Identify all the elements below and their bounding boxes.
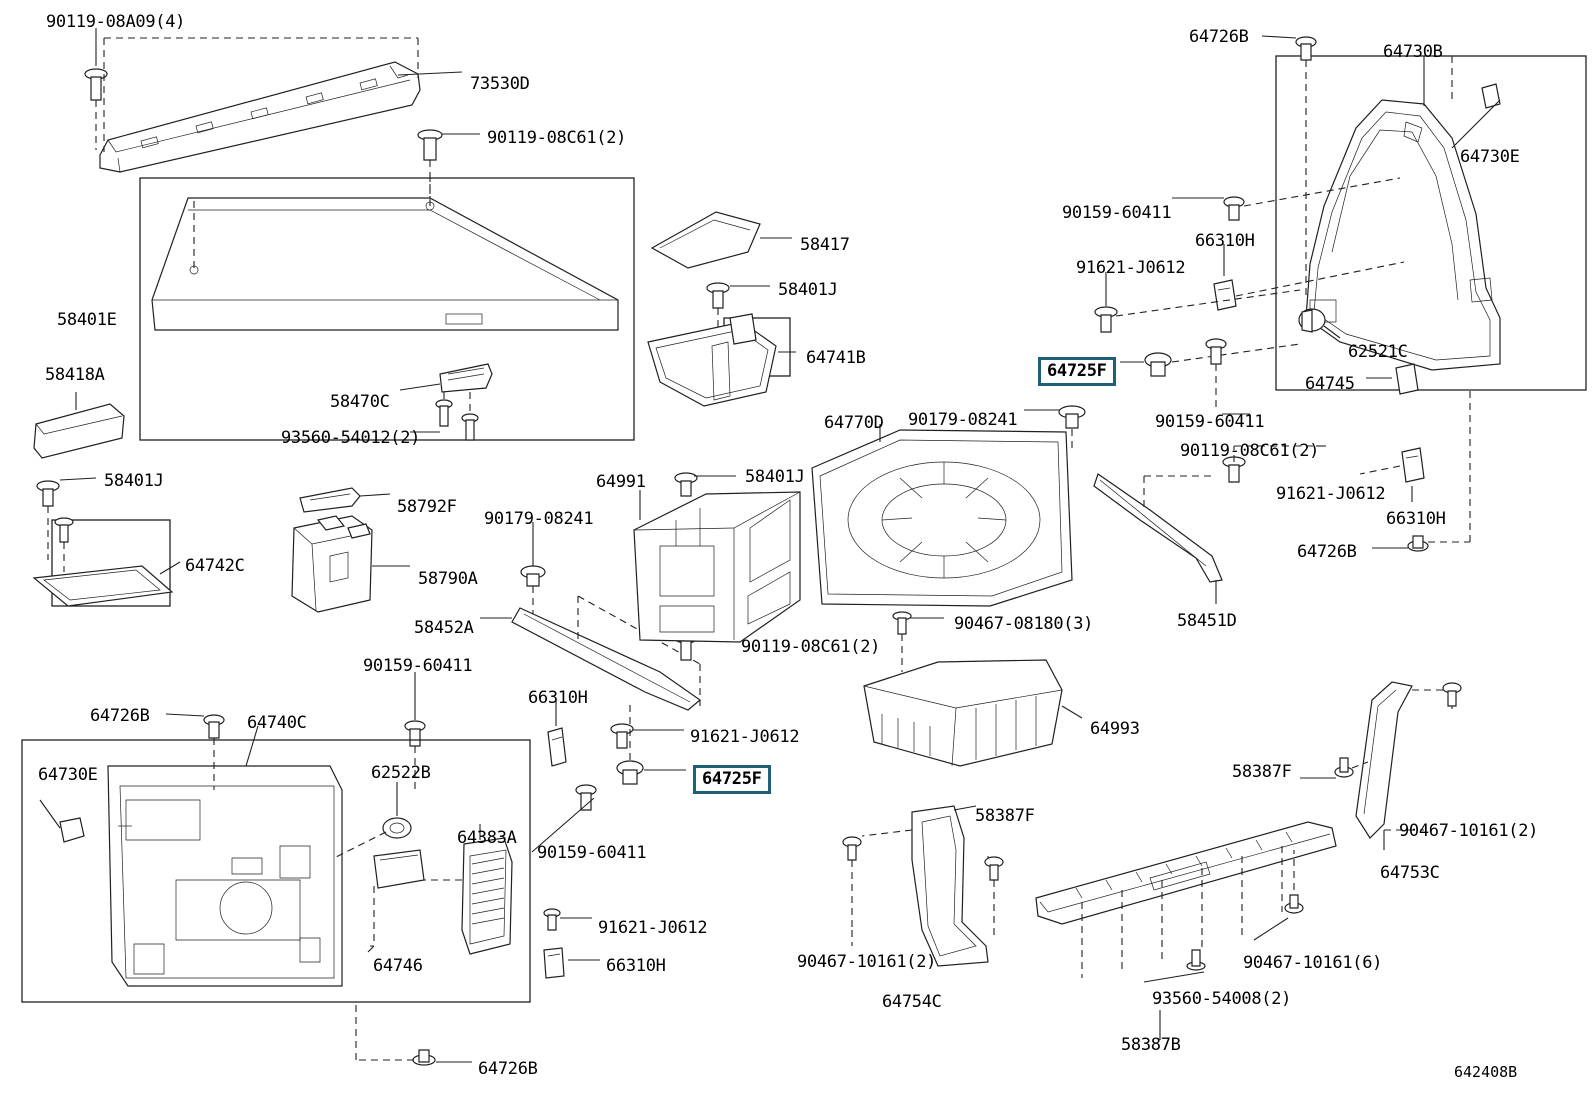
fastener-64726B-top-right (1262, 36, 1316, 300)
part-label: 58470C (330, 392, 390, 412)
part-label: 91621-J0612 (1076, 258, 1186, 278)
part-label: 58401J (778, 280, 838, 300)
part-label: 58401E (57, 310, 117, 330)
part-label: 58387B (1121, 1035, 1181, 1055)
part-label: 64754C (882, 992, 942, 1012)
part-label: 90159-60411 (537, 843, 647, 863)
part-label: 90467-10161(2) (797, 952, 937, 972)
part-64754C-pillar (862, 806, 988, 966)
part-label: 93560-54012(2) (281, 428, 421, 448)
part-label: 64753C (1380, 863, 1440, 883)
part-label: 58401J (745, 467, 805, 487)
fastener-58387F-right (1300, 758, 1368, 778)
part-label: 64742C (185, 556, 245, 576)
part-label: 90467-10161(6) (1243, 953, 1383, 973)
part-label: 58792F (397, 497, 457, 517)
part-label: 90179-08241 (484, 509, 594, 529)
fastener-90467-10161-pillar (1443, 683, 1461, 706)
part-64730B-wheelhouse-trim (1306, 56, 1500, 370)
part-64746-lid (368, 850, 424, 952)
part-64991-toolbox (634, 490, 800, 642)
part-label: 90119-08C61(2) (741, 637, 881, 657)
part-label: 66310H (1195, 231, 1255, 251)
part-label: 64740C (247, 713, 307, 733)
part-label: 64770D (824, 413, 884, 433)
part-64740C-back-panel (108, 726, 342, 986)
part-label: 64745 (1305, 374, 1355, 394)
fastener-90159-60411-r2 (1206, 339, 1250, 414)
fastener-90119-08C61-top (418, 130, 480, 205)
fastener-90467-10161-a (843, 837, 861, 946)
part-label: 64991 (596, 472, 646, 492)
part-label: 64383A (457, 828, 517, 848)
part-58790A-jack-holder (292, 516, 410, 612)
fastener-91621-J0612-rt (1095, 272, 1300, 332)
part-label: 90467-10161(2) (1399, 821, 1539, 841)
part-66310H-lower (544, 948, 600, 978)
fastener-90179-08241-right (1024, 406, 1085, 428)
part-58451D-strap (1094, 474, 1222, 604)
part-label: 64746 (373, 956, 423, 976)
part-label: 64726B (478, 1059, 538, 1079)
part-label: 58451D (1177, 611, 1237, 631)
part-label: 90159-60411 (1062, 203, 1172, 223)
part-label: 58417 (800, 235, 850, 255)
part-62522B-grommet (334, 782, 411, 858)
sheet-code: 642408B (1454, 1063, 1518, 1081)
part-label: 93560-54008(2) (1152, 989, 1292, 1009)
part-label: 58790A (418, 569, 478, 589)
fastener-64726B-bottom (356, 1002, 472, 1065)
part-label: 90467-08180(3) (954, 614, 1094, 634)
part-label: 64726B (1297, 542, 1357, 562)
part-label: 90179-08241 (908, 410, 1018, 430)
part-label: 58387F (975, 806, 1035, 826)
part-label: 64726B (1189, 27, 1249, 47)
fastener-93560-54012 (410, 392, 478, 440)
part-label: 90119-08C61(2) (487, 128, 627, 148)
part-label: 73530D (470, 74, 530, 94)
part-58401E-tonneau (152, 178, 618, 330)
fastener-64742C-clip (55, 518, 73, 572)
part-64993-box (864, 660, 1082, 766)
part-66310H-left (548, 700, 566, 766)
fastener-93560-54008 (1144, 950, 1205, 982)
part-64770D-floor (812, 418, 1072, 606)
part-label: 91621-J0612 (1276, 484, 1386, 504)
part-64730E-lower (40, 800, 84, 842)
fastener-90467-10161-b (985, 857, 1003, 938)
fastener-91621-J0612-mid (611, 724, 684, 748)
part-label: 90119-08A09(4) (46, 12, 186, 32)
part-label: 58452A (414, 618, 474, 638)
fastener-58401J-64991 (675, 473, 736, 496)
part-label: 58401J (104, 471, 164, 491)
part-label: 64741B (806, 348, 866, 368)
part-58470C-handle (400, 364, 492, 392)
fastener-90159-60411-lower (532, 785, 596, 852)
part-label: 66310H (606, 956, 666, 976)
part-label-highlighted: 64725F (1038, 357, 1116, 386)
part-label-highlighted: 64725F (693, 765, 771, 794)
part-64725F-upper (1120, 344, 1300, 376)
part-label: 91621-J0612 (598, 918, 708, 938)
part-58417-cover (652, 212, 792, 268)
part-label: 66310H (528, 688, 588, 708)
part-58792F-hook (300, 488, 390, 512)
part-label: 90119-08C61(2) (1180, 441, 1320, 461)
part-label: 64726B (90, 706, 150, 726)
part-label: 90159-60411 (1155, 412, 1265, 432)
fastener-91621-J0612-lower (544, 909, 592, 930)
part-label: 58418A (45, 365, 105, 385)
part-58418A-panel (34, 392, 124, 458)
part-label: 62521C (1348, 342, 1408, 362)
part-64730E-right (1452, 84, 1500, 148)
part-label: 58387F (1232, 762, 1292, 782)
part-label: 62522B (371, 763, 431, 783)
part-label: 64730B (1383, 42, 1443, 62)
part-73530D-rail (100, 62, 420, 172)
part-label: 66310H (1386, 509, 1446, 529)
part-label: 90159-60411 (363, 656, 473, 676)
part-label: 64993 (1090, 719, 1140, 739)
part-label: 91621-J0612 (690, 727, 800, 747)
part-64742C-tray (34, 562, 180, 606)
part-label: 64730E (38, 765, 98, 785)
part-label: 64730E (1460, 147, 1520, 167)
part-64741B-tray (648, 314, 796, 406)
